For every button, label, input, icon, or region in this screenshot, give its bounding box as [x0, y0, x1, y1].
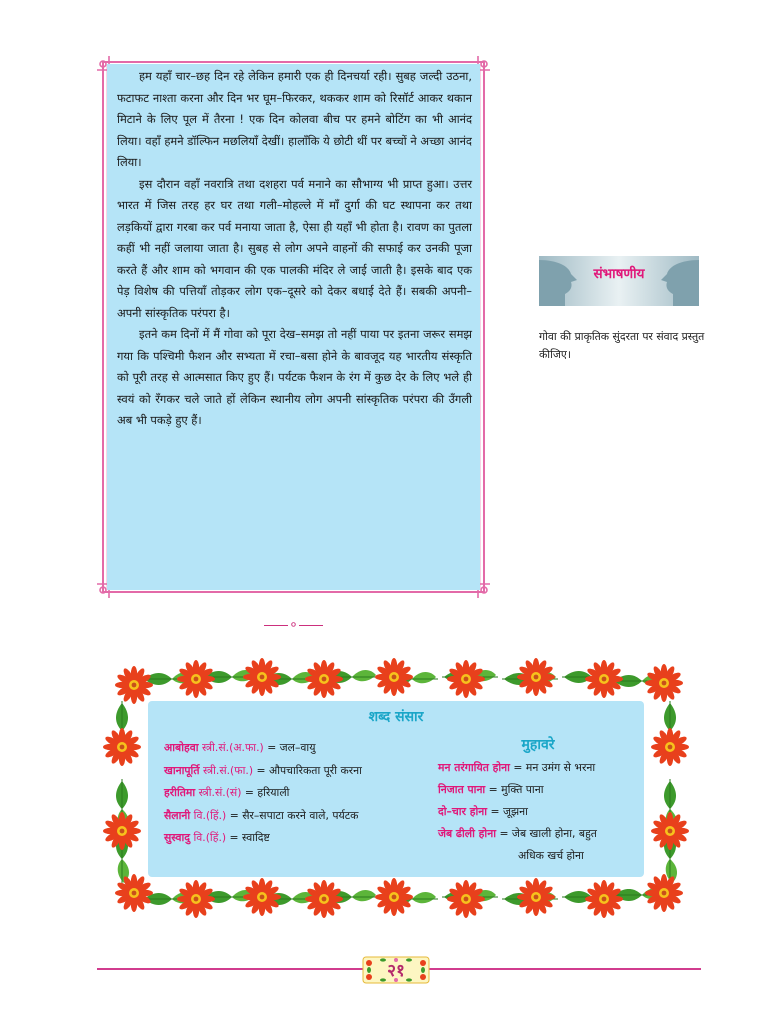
idiom-term: निजात पाना	[438, 783, 486, 796]
list-item	[164, 805, 434, 828]
word-grammar: स्त्री.सं.(अ.फा.)	[201, 741, 264, 754]
end-mark	[97, 617, 490, 632]
idiom-meaning: = जेब खाली होना, बहुत	[499, 827, 597, 840]
end-mark-symbol: ०	[290, 618, 297, 631]
muhavare-list	[438, 733, 638, 867]
sambhashaniya-text: गोवा की प्राकृतिक सुंदरता पर संवाद प्रस्तुत कीजिए।	[539, 330, 705, 361]
list-item	[438, 823, 638, 845]
list-item	[438, 801, 638, 823]
word-list	[164, 737, 434, 850]
word-grammar: वि.(हिं.)	[193, 831, 227, 844]
paragraph-2: इस दौरान वहाँ नवरात्रि तथा दशहरा पर्व मनाने का सौभाग्य भी प्राप्त हुआ। उत्तर भारत में जिस तरह हर घर तथा गली–मोहल्ले में माँ दुर्गा की घट स्थापना कर तथा लड़कियों द्वारा गरबा कर पर्व मनाया जाता है, ऐसा ही यहाँ भी होता है। रावण का पुतला कहीं भी नहीं जलाया जाता है। सुबह से लोग अपने वाहनों की सफाई कर उनकी पूजा करते हैं और शाम को भगवान की एक पालकी मंदिर ले जाई जाती है। इसके बाद एक पेड़ विशेष की पत्तियाँ तोड़कर लोग एक–दूसरे को देकर बधाई देते हैं। सबकी अपनी–अपनी सांस्कृतिक परंपरा है।	[117, 176, 472, 320]
list-item	[438, 779, 638, 801]
muhavare-title: मुहावरे	[521, 737, 555, 753]
sambhashaniya-banner	[539, 256, 699, 306]
idiom-meaning: = मन उमंग से भरना	[513, 761, 596, 774]
word-term: खानापूर्ति	[164, 763, 200, 777]
story-box	[97, 56, 490, 631]
word-term: सुस्वादु	[164, 831, 191, 844]
shabd-sansar-title: शब्द संसार	[368, 709, 424, 725]
word-grammar: स्त्री.सं.(फा.)	[202, 763, 254, 777]
idiom-meaning-continuation: अधिक खर्च होना	[518, 849, 584, 862]
word-term: सैलानी	[164, 808, 191, 822]
idiom-meaning: = मुक्ति पाना	[488, 783, 544, 796]
list-item	[164, 827, 434, 850]
list-item	[438, 757, 638, 779]
word-meaning: = सैर–सपाटा करने वाले, पर्यटक	[229, 808, 359, 822]
list-item	[164, 782, 434, 805]
idiom-term: दो–चार होना	[438, 805, 488, 818]
list-item	[164, 737, 434, 760]
shabd-sansar-box	[98, 655, 694, 920]
word-term: आबोहवा	[164, 741, 199, 754]
idiom-term: मन तरंगायित होना	[438, 761, 510, 774]
shabd-sansar-panel	[148, 701, 644, 877]
sambhashaniya-title: संभाषणीय	[593, 266, 645, 282]
paragraph-1: हम यहाँ चार–छह दिन रहे लेकिन हमारी एक ही दिनचर्या रही। सुबह जल्दी उठना, फटाफट नाश्ता करना और दिन भर घूम–फिरकर, थककर शाम को रिसॉर्ट आकर थकान मिटाने के लिए पूल में तैरना ! एक दिन कोलवा बीच पर हमने बोटिंग का भी आनंद लिया। वहाँ हमने डॉल्फिन मछलियाँ देखीं। हालाँकि ये छोटी थीं पर बच्चों ने अच्छा आनंद लिया।	[117, 69, 472, 169]
word-term: हरीतिमा	[164, 786, 196, 799]
word-meaning: = स्वादिष्ट	[229, 831, 270, 844]
word-meaning: = हरियाली	[244, 786, 290, 799]
paragraph-3: इतने कम दिनों में मैं गोवा को पूरा देख–समझ तो नहीं पाया पर इतना जरूर समझ गया कि पश्चिमी फैशन और सभ्यता में रचा–बसा होने के बावजूद यह भारतीय संस्कृति को पूरी तरह से आत्मसात किए हुए हैं। पर्यटक फैशन के रंग में कुछ देर के लिए भले ही स्वयं को रँगकर चले जाते हों लेकिन स्थानीय लोग अपनी सांस्कृतिक परंपरा की उँगली अब भी पकड़े हुए हैं।	[117, 327, 472, 427]
page-number-badge	[361, 955, 431, 985]
word-grammar: वि.(हिं.)	[193, 808, 227, 822]
idiom-term: जेब ढीली होना	[438, 827, 497, 840]
page-number: २१	[387, 961, 405, 981]
word-meaning: = औपचारिकता पूरी करना	[256, 763, 362, 777]
idiom-meaning: = जूझना	[490, 805, 528, 818]
word-meaning: = जल–वायु	[267, 741, 316, 754]
word-grammar: स्त्री.सं.(सं)	[198, 786, 242, 799]
story-text	[117, 66, 472, 432]
list-item	[164, 760, 434, 783]
